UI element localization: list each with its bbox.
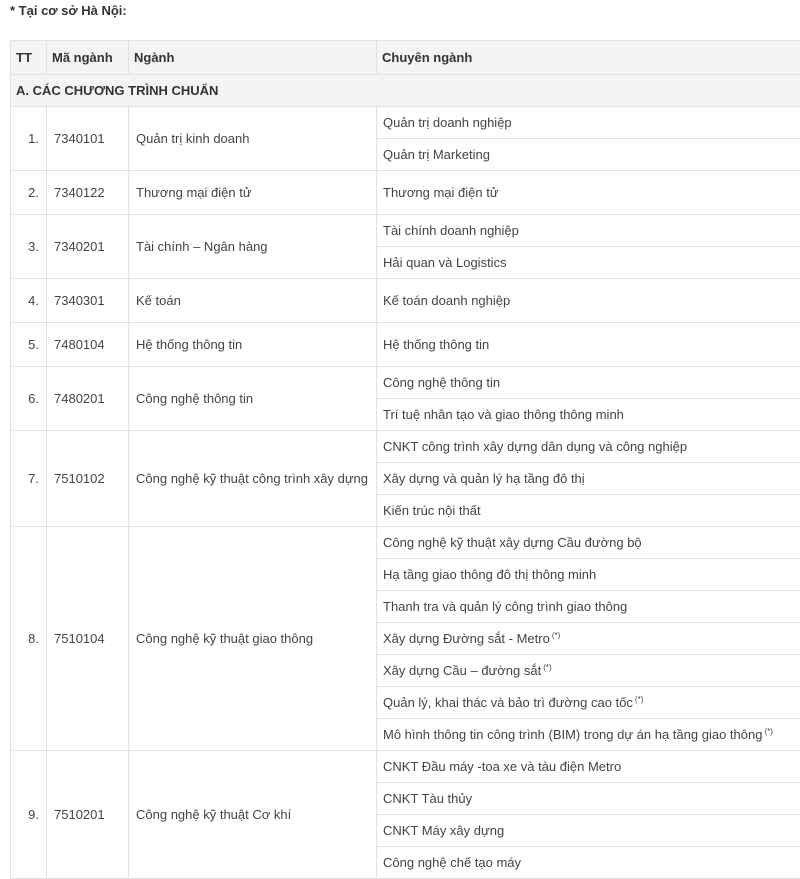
table-row <box>11 279 800 323</box>
header-code: Mã ngành <box>47 41 129 75</box>
table-row <box>11 323 800 367</box>
specialization-text: Thương mại điện tử <box>383 185 499 200</box>
location-heading: * Tại cơ sở Hà Nội: <box>10 3 127 18</box>
table-header <box>11 41 800 75</box>
specialization <box>377 623 800 655</box>
programs-table <box>10 40 800 879</box>
major-code: 7510201 <box>47 751 129 879</box>
specialization <box>377 171 800 215</box>
specialization <box>377 139 800 171</box>
major-name: Tài chính – Ngân hàng <box>129 215 377 279</box>
specialization-text: Mô hình thông tin công trình (BIM) trong dự án hạ tầng giao thông <box>383 727 762 742</box>
major-name: Quản trị kinh doanh <box>129 107 377 171</box>
specialization <box>377 463 800 495</box>
specialization-text: Xây dựng Cầu – đường sắt <box>383 663 541 678</box>
specialization-text: Quản trị doanh nghiệp <box>383 115 512 130</box>
specialization-text: Hải quan và Logistics <box>383 255 507 270</box>
specialization <box>377 399 800 431</box>
row-number: 3. <box>11 215 47 279</box>
major-name: Công nghệ kỹ thuật giao thông <box>129 527 377 751</box>
specialization <box>377 783 800 815</box>
specialization <box>377 687 800 719</box>
specialization-text: Công nghệ thông tin <box>383 375 500 390</box>
specialization-text: Kế toán doanh nghiệp <box>383 293 510 308</box>
specialization <box>377 215 800 247</box>
table-body <box>11 75 800 879</box>
specialization <box>377 323 800 367</box>
row-number: 9. <box>11 751 47 879</box>
specialization-text: Quản trị Marketing <box>383 147 490 162</box>
specialization <box>377 279 800 323</box>
specialization <box>377 559 800 591</box>
specialization-text: Xây dựng Đường sắt - Metro <box>383 631 550 646</box>
table-row <box>11 527 800 559</box>
section-title: A. CÁC CHƯƠNG TRÌNH CHUẨN <box>11 75 800 107</box>
specialization-text: CNKT Máy xây dựng <box>383 823 504 838</box>
footnote-marker: (*) <box>635 695 643 704</box>
major-name: Kế toán <box>129 279 377 323</box>
row-number: 1. <box>11 107 47 171</box>
specialization <box>377 495 800 527</box>
major-code: 7480104 <box>47 323 129 367</box>
specialization <box>377 527 800 559</box>
major-code: 7340301 <box>47 279 129 323</box>
table-row <box>11 751 800 783</box>
major-code: 7340201 <box>47 215 129 279</box>
specialization-text: Kiến trúc nội thất <box>383 503 481 518</box>
header-tt: TT <box>11 41 47 75</box>
specialization <box>377 751 800 783</box>
row-number: 6. <box>11 367 47 431</box>
row-number: 5. <box>11 323 47 367</box>
specialization <box>377 655 800 687</box>
section-row <box>11 75 800 107</box>
specialization-text: CNKT công trình xây dựng dân dụng và công nghiệp <box>383 439 687 454</box>
table-row <box>11 431 800 463</box>
specialization-text: Công nghệ chế tạo máy <box>383 855 521 870</box>
row-number: 7. <box>11 431 47 527</box>
specialization-text: Quản lý, khai thác và bảo trì đường cao tốc <box>383 695 633 710</box>
specialization-text: CNKT Tàu thủy <box>383 791 472 806</box>
specialization-text: Hạ tầng giao thông đô thị thông minh <box>383 567 596 582</box>
major-code: 7340101 <box>47 107 129 171</box>
specialization-text: Xây dựng và quản lý hạ tầng đô thị <box>383 471 585 486</box>
specialization-text: Thanh tra và quản lý công trình giao thông <box>383 599 627 614</box>
specialization-text: CNKT Đầu máy -toa xe và tàu điện Metro <box>383 759 621 774</box>
specialization <box>377 367 800 399</box>
major-code: 7510102 <box>47 431 129 527</box>
specialization <box>377 815 800 847</box>
major-code: 7340122 <box>47 171 129 215</box>
table-row <box>11 367 800 399</box>
major-name: Công nghệ kỹ thuật Cơ khí <box>129 751 377 879</box>
header-specialization: Chuyên ngành <box>377 41 800 75</box>
specialization-text: Công nghệ kỹ thuật xây dựng Cầu đường bộ <box>383 535 642 550</box>
specialization <box>377 847 800 879</box>
row-number: 4. <box>11 279 47 323</box>
specialization-text: Tài chính doanh nghiệp <box>383 223 519 238</box>
row-number: 8. <box>11 527 47 751</box>
major-name: Hệ thống thông tin <box>129 323 377 367</box>
footnote-marker: (*) <box>552 631 560 640</box>
specialization-text: Hệ thống thông tin <box>383 337 489 352</box>
header-major: Ngành <box>129 41 377 75</box>
footnote-marker: (*) <box>543 663 551 672</box>
major-code: 7480201 <box>47 367 129 431</box>
row-number: 2. <box>11 171 47 215</box>
major-name: Công nghệ thông tin <box>129 367 377 431</box>
major-name: Thương mại điện tử <box>129 171 377 215</box>
specialization <box>377 431 800 463</box>
specialization <box>377 591 800 623</box>
specialization-text: Trí tuệ nhân tạo và giao thông thông minh <box>383 407 624 422</box>
major-name: Công nghệ kỹ thuật công trình xây dựng <box>129 431 377 527</box>
specialization <box>377 719 800 751</box>
specialization <box>377 247 800 279</box>
footnote-marker: (*) <box>764 727 772 736</box>
table-row <box>11 215 800 247</box>
specialization <box>377 107 800 139</box>
major-code: 7510104 <box>47 527 129 751</box>
table-row <box>11 107 800 139</box>
table-row <box>11 171 800 215</box>
